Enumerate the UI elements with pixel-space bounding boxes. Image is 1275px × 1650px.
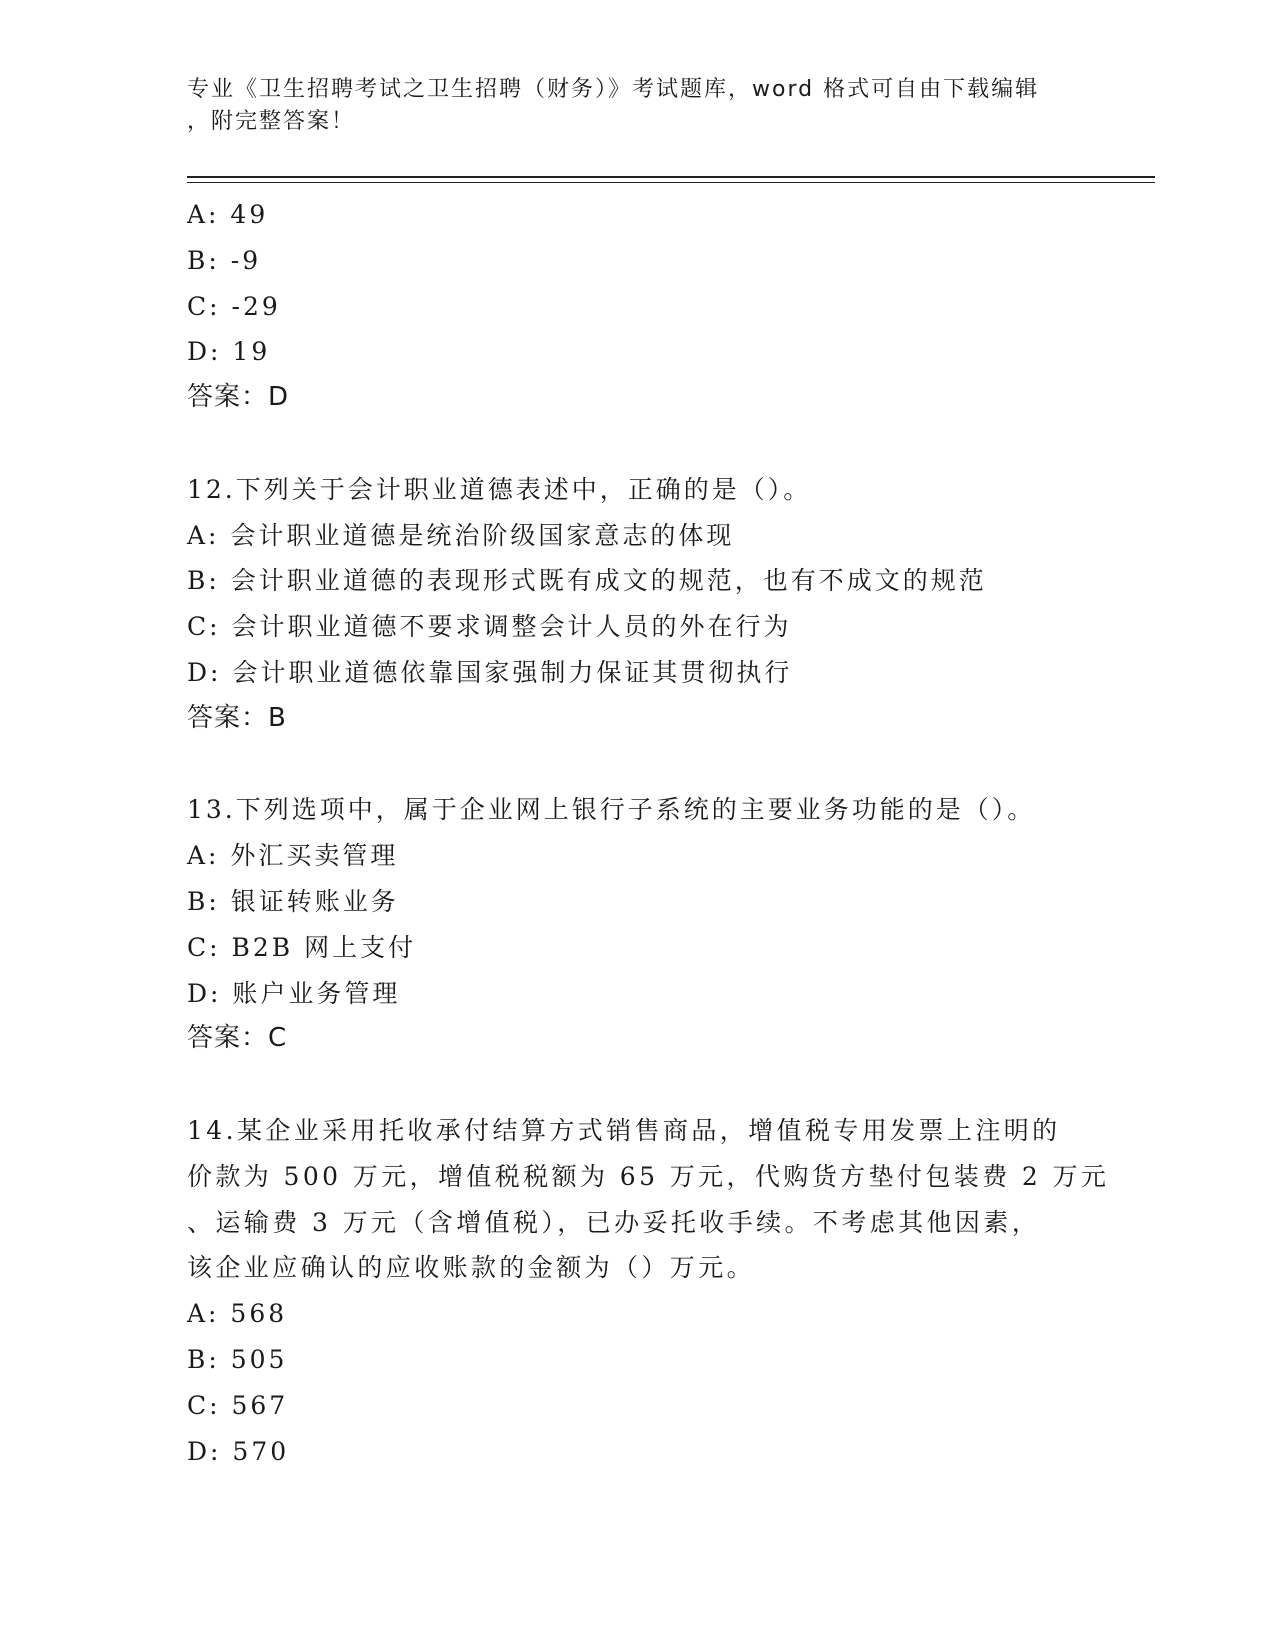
question-stem-line-3: 、运输费 3 万元（含增值税），已办妥托收手续。不考虑其他因素，: [187, 1207, 1041, 1237]
option-b: B: 505: [187, 1344, 288, 1374]
option-c: C: -29: [187, 291, 281, 321]
answer-line: 答案：D: [187, 382, 290, 413]
header-title-line-2: ，附完整答案！: [187, 109, 356, 134]
spacer: [187, 742, 1087, 788]
spacer: [187, 421, 1087, 467]
question-13: [187, 787, 1087, 1062]
header-divider-thick: [187, 176, 1155, 178]
document-body: [187, 192, 1110, 1474]
question-stem: 12.下列关于会计职业道德表述中，正确的是（）。: [187, 474, 812, 504]
question-stem: 13.下列选项中，属于企业网上银行子系统的主要业务功能的是（）。: [187, 795, 1036, 825]
header-title-line-1: 专业《卫生招聘考试之卫生招聘（财务）》考试题库，word 格式可自由下载编辑: [187, 77, 1040, 102]
question-11: [187, 192, 1087, 421]
option-a: A: 外汇买卖管理: [187, 841, 399, 871]
question-stem-line-4: 该企业应确认的应收账款的金额为（）万元。: [187, 1253, 756, 1283]
option-d: D: 570: [187, 1436, 290, 1466]
question-14: [187, 1108, 1110, 1474]
option-b: B: -9: [187, 245, 262, 275]
option-c: C: 会计职业道德不要求调整会计人员的外在行为: [187, 612, 792, 642]
option-d: D: 账户业务管理: [187, 978, 401, 1008]
answer-line: 答案：C: [187, 1023, 288, 1054]
option-a: A: 会计职业道德是统治阶级国家意志的体现: [187, 520, 735, 550]
option-c: C: 567: [187, 1390, 289, 1420]
spacer: [187, 1062, 1087, 1108]
option-a: A: 49: [187, 200, 269, 229]
option-c: C: B2B 网上支付: [187, 932, 417, 962]
question-12: [187, 467, 1087, 742]
option-d: D: 19: [187, 337, 271, 367]
document-header: [187, 74, 1087, 138]
option-b: B: 银证转账业务: [187, 886, 399, 916]
option-d: D: 会计职业道德依靠国家强制力保证其贯彻执行: [187, 657, 793, 687]
header-divider-thin: [187, 182, 1155, 183]
question-stem-line-2: 价款为 500 万元，增值税税额为 65 万元，代购货方垫付包装费 2 万元: [187, 1161, 1110, 1191]
option-a: A: 568: [187, 1299, 288, 1329]
option-b: B: 会计职业道德的表现形式既有成文的规范，也有不成文的规范: [187, 566, 987, 596]
answer-line: 答案：B: [187, 702, 287, 733]
question-stem-line-1: 14.某企业采用托收承付结算方式销售商品，增值税专用发票上注明的: [187, 1115, 1061, 1145]
